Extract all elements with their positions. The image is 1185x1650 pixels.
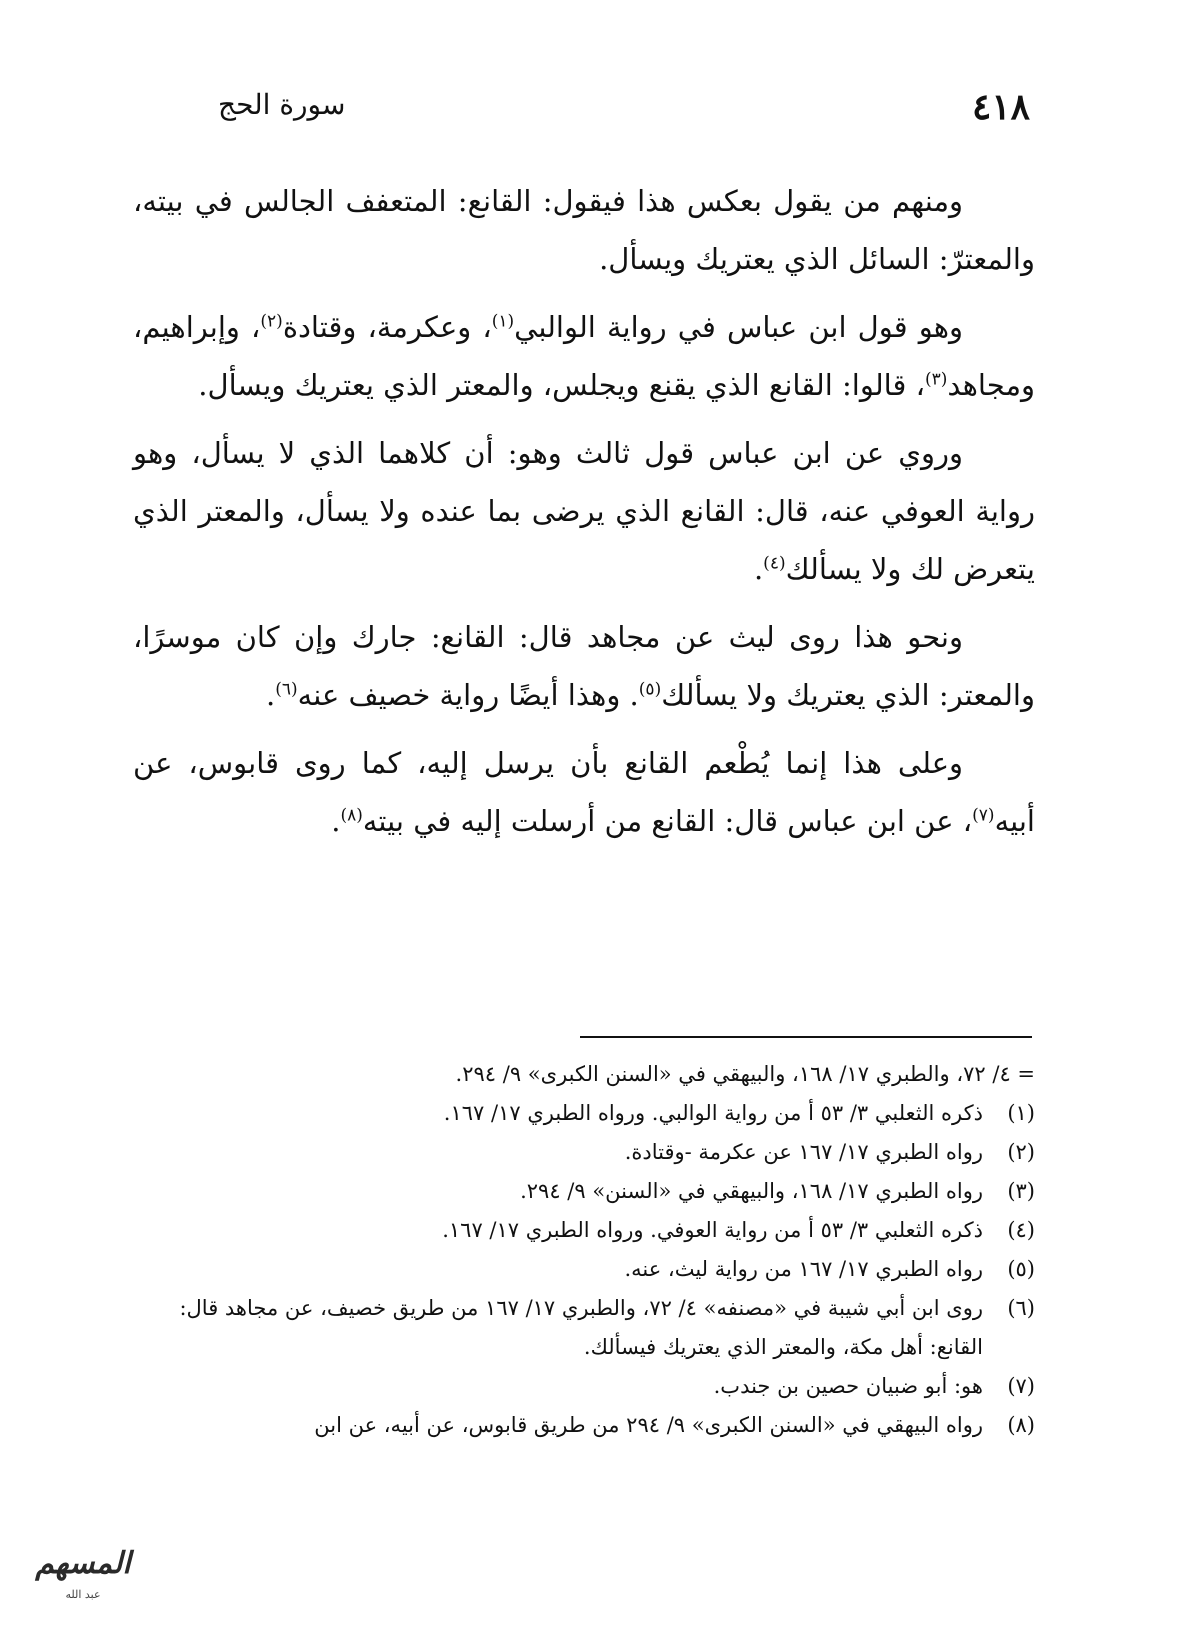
footnote-marker: (٥) [1007,1257,1035,1281]
footnote-marker: (١) [1007,1101,1035,1125]
footnote-7 [133,1367,1035,1406]
paragraph-text: ، وعكرمة، وقتادة [282,310,492,344]
watermark-logo [8,1540,158,1632]
footnote-ref[interactable]: (٤) [763,553,786,574]
surah-title: سورة الحج [218,88,346,121]
footnote-2 [133,1133,1035,1172]
paragraph-text: ومنهم من يقول بعكس هذا فيقول: القانع: المتعفف الجالس في بيته، والمعترّ: السائل الذي يعتريك ويسأل. [133,184,1035,276]
paragraph-text: وهو قول ابن عباس في رواية الوالبي [514,310,963,344]
page-number: ٤١٨ [971,86,1030,128]
paragraph-text: ونحو هذا روى ليث عن مجاهد قال: القانع: جارك وإن كان موسرًا، والمعتر: الذي يعتريك ولا يسألك [133,620,1035,712]
paragraph-text: وعلى هذا إنما يُطْعم القانع بأن يرسل إليه، كما روى قابوس، عن أبيه [133,746,1035,838]
paragraph-4 [133,608,1035,724]
footnote-ref[interactable]: (٦) [275,679,298,700]
footnote-ref[interactable]: (٧) [972,805,995,826]
footnote-marker: (٤) [1007,1218,1035,1242]
footnote-text: رواه الطبري ١٧/ ١٦٧ عن عكرمة -وقتادة. [624,1140,983,1164]
footnote-ref[interactable]: (٨) [340,805,363,826]
footnote-text: رواه الطبري ١٧/ ١٦٧ من رواية ليث، عنه. [624,1257,983,1281]
footnote-divider [580,1036,1032,1038]
paragraph-2 [133,298,1035,414]
paragraph-5 [133,734,1035,850]
footnote-5 [133,1250,1035,1289]
footnote-marker: (٢) [1007,1140,1035,1164]
paragraph-text: . [753,552,764,586]
footnote-ref[interactable]: (٢) [260,311,283,332]
footnote-8 [133,1406,1035,1445]
paragraph-1 [133,172,1035,288]
watermark-sub: عبد الله [65,1588,101,1601]
footnote-6 [133,1289,1035,1367]
paragraph-text: . وهذا أيضًا رواية خصيف عنه [297,678,639,712]
paragraph-text: ، قالوا: القانع الذي يقنع ويجلس، والمعتر الذي يعتريك ويسأل. [198,368,925,402]
footnote-ref[interactable]: (٣) [924,369,948,390]
footnote-text: روى ابن أبي شيبة في «مصنفه» ٤/ ٧٢، والطبري ١٧/ ١٦٧ من طريق خصيف، عن مجاهد قال: القانع: أهل مكة، والمعتر الذي يعتريك فيسألك. [179,1296,983,1359]
paragraph-text: ، عن ابن عباس قال: القانع من أرسلت إليه في بيته [362,804,973,838]
footnote-text: هو: أبو ضبيان حصين بن جندب. [713,1374,983,1398]
paragraph-text: وروي عن ابن عباس قول ثالث وهو: أن كلاهما الذي لا يسأل، وهو رواية العوفي عنه، قال: القانع الذي يرضى بما عنده ولا يسأل، والمعتر الذي يتعرض لك ولا يسألك [133,436,1035,586]
footnote-marker: (٣) [1007,1179,1035,1203]
footnote-text: ذكره الثعلبي ٣/ ٥٣ أ من رواية العوفي. ورواه الطبري ١٧/ ١٦٧. [442,1218,983,1242]
footnote-4 [133,1211,1035,1250]
main-text [133,172,1035,860]
paragraph-text: . [266,678,276,712]
paragraph-3 [133,424,1035,598]
paragraph-text: . [331,804,341,838]
footnote-1 [133,1094,1035,1133]
footnotes [133,1055,1035,1445]
footnote-text: رواه الطبري ١٧/ ١٦٨، والبيهقي في «السنن» ٩/ ٢٩٤. [520,1179,983,1203]
footnote-continuation: = ٤/ ٧٢، والطبري ١٧/ ١٦٨، والبيهقي في «السنن الكبرى» ٩/ ٢٩٤. [455,1062,1035,1086]
footnote-marker: (٦) [1007,1296,1035,1320]
footnote-text: ذكره الثعلبي ٣/ ٥٣ أ من رواية الوالبي. ورواه الطبري ١٧/ ١٦٧. [443,1101,983,1125]
page-header [160,82,1030,142]
watermark-main: المسهم [35,1546,131,1581]
footnote-marker: (٧) [1007,1374,1035,1398]
footnote-3 [133,1172,1035,1211]
footnote-ref[interactable]: (١) [491,311,515,332]
paragraph-text: ، وإبراهيم، ومجاهد [133,310,1035,402]
footnote-text: رواه البيهقي في «السنن الكبرى» ٩/ ٢٩٤ من طريق قابوس، عن أبيه، عن ابن [314,1413,983,1437]
footnote-marker: (٨) [1007,1413,1035,1437]
footnote-ref[interactable]: (٥) [638,679,662,700]
